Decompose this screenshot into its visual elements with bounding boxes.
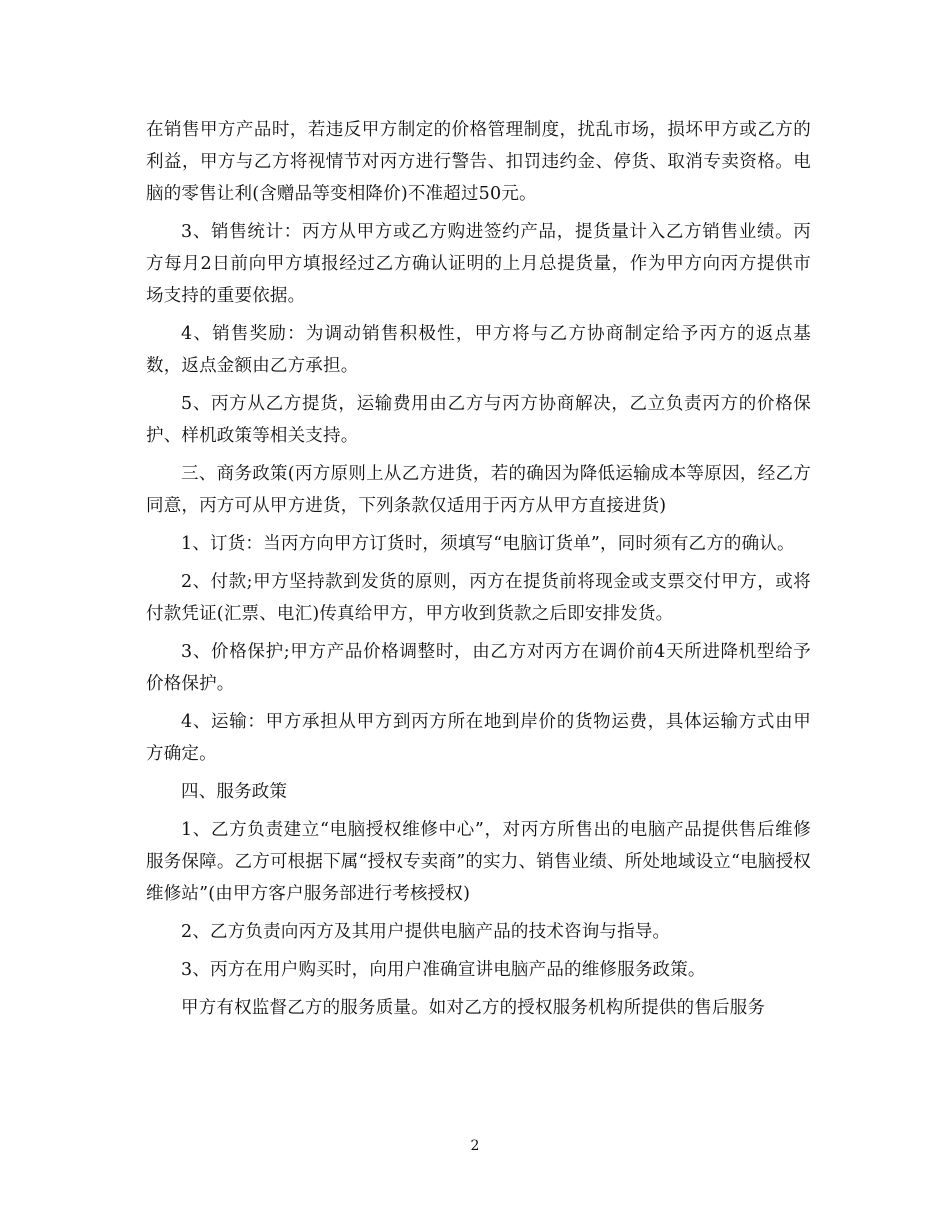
paragraph: 1、乙方负责建立“电脑授权维修中心”，对丙方所售出的电脑产品提供售后维修服务保障。乙方可根据下属“授权专卖商”的实力、销售业绩、所处地域设立“电脑授权维修站”(由甲方客户服务部进行考核授权): [146, 820, 811, 904]
paragraph: 4、销售奖励：为调动销售积极性，甲方将与乙方协商制定给予丙方的返点基数，返点金额由乙方承担。: [146, 324, 811, 376]
page-number: 2: [470, 1138, 480, 1154]
paragraph: 3、销售统计：丙方从甲方或乙方购进签约产品，提货量计入乙方销售业绩。丙方每月2日前向甲方填报经过乙方确认证明的上月总提货量，作为甲方向丙方提供市场支持的重要依据。: [146, 222, 811, 306]
paragraph: 3、价格保护;甲方产品价格调整时，由乙方对丙方在调价前4天所进降机型给予价格保护。: [146, 642, 811, 694]
section-heading-service: 四、服务政策: [181, 782, 288, 802]
paragraph: 2、乙方负责向丙方及其用户提供电脑产品的技术咨询与指导。: [181, 922, 671, 942]
section-heading-commerce-paragraph: 三、商务政策(丙方原则上从乙方进货，若的确因为降低运输成本等原因，经乙方同意，丙方可从甲方进货，下列条款仅适用于丙方从甲方直接进货): [146, 464, 811, 516]
paragraph: 5、丙方从乙方提货，运输费用由乙方与丙方协商解决，乙立负责丙方的价格保护、样机政策等相关支持。: [146, 394, 811, 446]
paragraph: 甲方有权监督乙方的服务质量。如对乙方的授权服务机构所提供的售后服务: [181, 998, 766, 1018]
document-body: [146, 114, 811, 1030]
paragraph: 4、运输：甲方承担从甲方到丙方所在地到岸价的货物运费，具体运输方式由甲方确定。: [146, 712, 811, 764]
paragraph: 1、订货：当丙方向甲方订货时，须填写“电脑订货单”，同时须有乙方的确认。: [181, 534, 795, 554]
paragraph: 2、付款;甲方坚持款到发货的原则，丙方在提货前将现金或支票交付甲方，或将付款凭证(汇票、电汇)传真给甲方，甲方收到货款之后即安排发货。: [146, 572, 811, 624]
paragraph: 在销售甲方产品时，若违反甲方制定的价格管理制度，扰乱市场，损坏甲方或乙方的利益，甲方与乙方将视情节对丙方进行警告、扣罚违约金、停货、取消专卖资格。电脑的零售让利(含赠品等变相降价)不准超过50元。: [146, 120, 811, 204]
paragraph: 3、丙方在用户购买时，向用户准确宣讲电脑产品的维修服务政策。: [181, 960, 706, 980]
